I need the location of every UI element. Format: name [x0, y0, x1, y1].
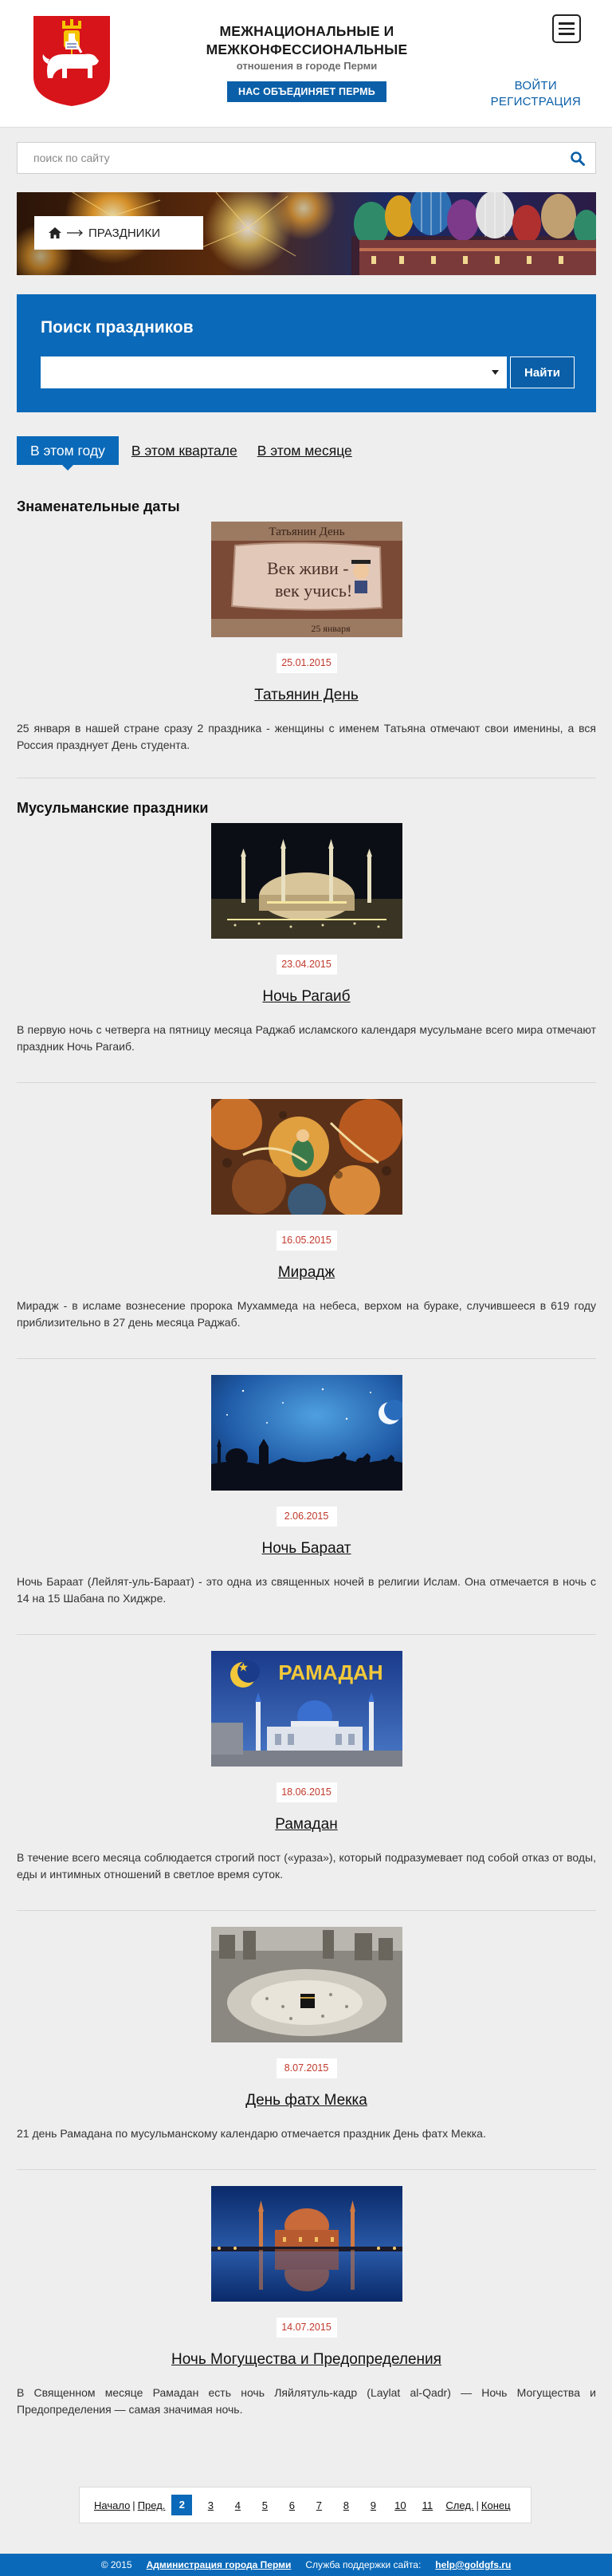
pagination-last-link[interactable]: Конец	[481, 2499, 511, 2511]
holiday-title-link[interactable]: Рамадан	[275, 1816, 338, 1833]
pagination-separator: |	[476, 2499, 479, 2511]
site-title-line-1: МЕЖНАЦИОНАЛЬНЫЕ И	[219, 23, 394, 39]
holiday-item	[17, 1375, 596, 1607]
holiday-item	[17, 1651, 596, 1883]
holidays-list	[17, 494, 596, 2418]
holiday-title-link[interactable]: Ночь Рагаиб	[262, 988, 351, 1005]
holiday-date: 8.07.2015	[277, 2058, 337, 2078]
holiday-description: В течение всего месяца соблюдается строгий пост («ураза»), который подразумевает под собой отказ от воды, еды и интимных отношений в светлое время суток.	[17, 1851, 596, 1881]
hamburger-menu-button[interactable]	[552, 14, 581, 43]
divider	[17, 2169, 596, 2170]
register-link[interactable]: РЕГИСТРАЦИЯ	[490, 95, 581, 108]
crescent-night-image[interactable]	[211, 1375, 402, 1491]
site-title	[183, 22, 430, 102]
miraj-miniature-image[interactable]	[211, 1099, 402, 1215]
pagination-page-link[interactable]: 6	[288, 2499, 296, 2511]
site-search-bar	[17, 142, 596, 174]
pagination-page-link[interactable]: 9	[370, 2499, 377, 2511]
divider	[17, 1358, 596, 1359]
pagination-page-link[interactable]: 8	[343, 2499, 350, 2511]
breadcrumb-arrow-icon	[66, 229, 84, 237]
holiday-date: 14.07.2015	[277, 2318, 337, 2338]
holiday-search-panel	[17, 294, 596, 412]
active-tab-pointer	[62, 465, 73, 471]
site-subtitle: отношения в городе Перми	[236, 60, 378, 72]
holiday-item	[17, 1099, 596, 1331]
holiday-date: 23.04.2015	[277, 955, 337, 975]
holiday-description: 21 день Рамадана по мусульманскому календарю отмечается праздник День фатх Мекка.	[17, 2127, 486, 2140]
auth-links	[491, 78, 581, 110]
holiday-description: Ночь Бараат (Лейлят-уль-Бараат) - это одна из священных ночей в религии Ислам. Она отмечается в ночь с 14 на 15 Шабана по Хиджре.	[17, 1575, 596, 1605]
holiday-title-link[interactable]: Ночь Могущества и Предопределения	[171, 2351, 441, 2368]
category-title: Мусульманские праздники	[17, 800, 209, 816]
pagination-next-link[interactable]: След.	[445, 2499, 474, 2511]
pagination-prev-link[interactable]: Пред.	[137, 2499, 166, 2511]
image-text-line1: Век живи -	[266, 558, 349, 578]
site-footer	[0, 2554, 612, 2576]
breadcrumb-current: ПРАЗДНИКИ	[88, 226, 160, 240]
search-icon[interactable]	[570, 151, 586, 167]
holiday-date: 2.06.2015	[277, 1507, 337, 1526]
image-text-line2: век учись!	[274, 581, 352, 601]
mosque-night-image[interactable]	[211, 823, 402, 939]
pagination-page-link[interactable]: 4	[234, 2499, 241, 2511]
holiday-title-link[interactable]: Татьянин День	[254, 687, 359, 703]
holiday-description: В первую ночь с четверга на пятницу месяца Раджаб исламского календаря мусульмане всего мира отмечают праздник Ночь Рагаиб.	[17, 1023, 596, 1053]
divider	[17, 1082, 596, 1083]
slogan-badge: НАС ОБЪЕДИНЯЕТ ПЕРМЬ	[227, 81, 386, 102]
holiday-title-link[interactable]: День фатх Мекка	[245, 2092, 367, 2109]
holiday-description: 25 января в нашей стране сразу 2 праздника - женщины с именем Татьяна отмечают свои именины, а вся Россия празднует День студента.	[17, 722, 596, 751]
holidays-banner	[17, 192, 596, 275]
ramadan-card-image[interactable]	[211, 1651, 402, 1767]
pagination-page-link[interactable]: 5	[261, 2499, 269, 2511]
holiday-title-link[interactable]: Ночь Бараат	[261, 1540, 351, 1557]
footer-support-label: Служба поддержки сайта:	[305, 2559, 422, 2570]
holiday-search-select[interactable]	[41, 356, 507, 388]
holiday-item	[17, 2186, 596, 2418]
tatiana-day-image[interactable]	[211, 522, 402, 637]
perm-coat-of-arms-logo[interactable]	[32, 14, 112, 108]
footer-admin-link[interactable]: Администрация города Перми	[146, 2559, 292, 2570]
holiday-date: 25.01.2015	[277, 653, 337, 673]
holiday-description: В Священном месяце Рамадан есть ночь Ляйлятуль-кадр (Laylat al-Qadr) — Ночь Могущества и Предопределения — самая значимая ночь.	[17, 2386, 596, 2416]
mecca-aerial-image[interactable]	[211, 1927, 402, 2042]
dropdown-caret-icon	[492, 370, 499, 375]
tab-this-quarter[interactable]: В этом квартале	[131, 443, 237, 459]
find-button[interactable]: Найти	[510, 356, 575, 388]
holiday-search-title: Поиск праздников	[41, 318, 194, 337]
image-text-ramadan: РАМАДАН	[277, 1660, 383, 1684]
footer-copyright: © 2015	[100, 2559, 132, 2570]
mosque-reflection-image[interactable]	[211, 2186, 402, 2302]
divider	[17, 1634, 596, 1635]
period-tabs	[17, 436, 372, 465]
hamburger-icon-bar	[559, 33, 575, 35]
site-header	[0, 0, 612, 128]
image-text-top: Татьянин День	[268, 526, 345, 538]
site-search-input[interactable]	[18, 143, 595, 173]
holiday-title-link[interactable]: Мирадж	[277, 1264, 335, 1281]
hamburger-icon-bar	[559, 28, 575, 30]
footer-support-email-link[interactable]: help@goldgfs.ru	[435, 2559, 512, 2570]
breadcrumb	[34, 216, 203, 250]
holiday-description: Мирадж - в исламе вознесение пророка Мухаммеда на небеса, верхом на бураке, случившееся в 619 году приблизительно в 27 день месяца Раджаб.	[17, 1299, 596, 1329]
pagination	[79, 2487, 532, 2523]
pagination-page-link[interactable]: 10	[394, 2499, 406, 2511]
pagination-page-link[interactable]: 3	[207, 2499, 214, 2511]
divider	[17, 1910, 596, 1911]
tab-label: В этом году	[30, 443, 105, 459]
holiday-item	[17, 1927, 596, 2142]
hamburger-icon-bar	[559, 22, 575, 25]
image-text-bottom: 25 января	[310, 623, 351, 634]
tab-this-month[interactable]: В этом месяце	[257, 443, 352, 459]
holiday-item	[17, 522, 596, 754]
pagination-page-link[interactable]: 11	[422, 2499, 434, 2511]
holiday-date: 18.06.2015	[277, 1782, 337, 1802]
site-title-line-2: МЕЖКОНФЕССИОНАЛЬНЫЕ	[206, 41, 408, 57]
pagination-separator: |	[132, 2499, 135, 2511]
holiday-item	[17, 823, 596, 1055]
home-icon[interactable]	[49, 227, 61, 238]
tab-this-year[interactable]	[17, 436, 119, 465]
login-link[interactable]: ВОЙТИ	[514, 79, 557, 93]
pagination-page-link[interactable]: 7	[316, 2499, 323, 2511]
pagination-current-page: 2	[171, 2495, 192, 2515]
pagination-first-link[interactable]: Начало	[94, 2499, 131, 2511]
holiday-date: 16.05.2015	[277, 1231, 337, 1251]
category-title: Знаменательные даты	[17, 498, 180, 514]
